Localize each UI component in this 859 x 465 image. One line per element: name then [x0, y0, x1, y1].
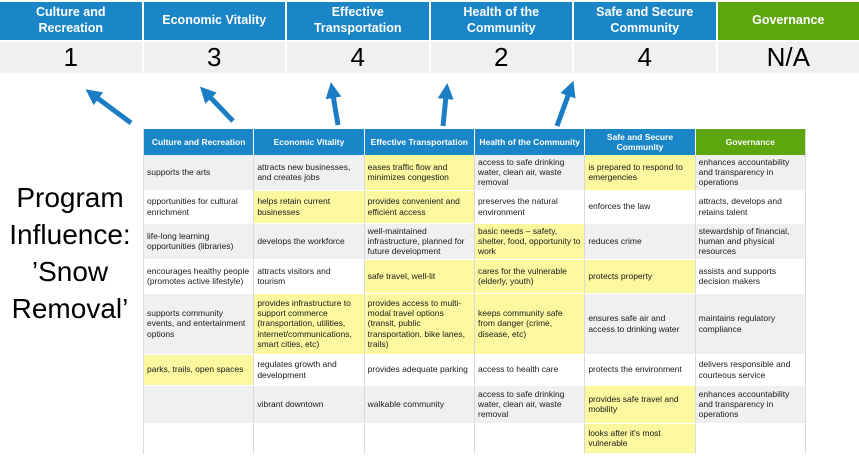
matrix-cell: provides convenient and efficient access [365, 191, 475, 224]
matrix-cell [365, 424, 475, 454]
matrix-col-header-safe-secure-community: Safe and Secure Community [585, 129, 695, 155]
up-arrow-icon-1 [96, 97, 131, 123]
matrix-cell: keeps community safe from danger (crime, disease, etc) [475, 294, 585, 355]
up-arrow-icon-3 [333, 95, 338, 125]
summary-banner [0, 2, 859, 73]
summary-header-economic-vitality: Economic Vitality [144, 2, 286, 40]
table-row [144, 260, 806, 294]
matrix-cell: attracts, develops and retains talent [696, 191, 806, 224]
matrix-cell [475, 424, 585, 454]
summary-header-culture-recreation: Culture and Recreation [0, 2, 142, 40]
matrix-cell: basic needs – safety, shelter, food, opportunity to work [475, 224, 585, 260]
matrix-cell: safe travel, well-lit [365, 260, 475, 294]
matrix-cell: reduces crime [585, 224, 695, 260]
matrix-cell [696, 424, 806, 454]
matrix-cell: access to health care [475, 355, 585, 386]
table-row [144, 224, 806, 260]
matrix-cell: access to safe drinking water, clean air, waste removal [475, 386, 585, 424]
matrix-cell: well-maintained infrastructure, planned for future development [365, 224, 475, 260]
summary-header-effective-transportation: Effective Transportation [287, 2, 429, 40]
matrix-cell: life-long learning opportunities (libraries) [144, 224, 254, 260]
matrix-cell: looks after it's most vulnerable [585, 424, 695, 454]
matrix-cell [144, 386, 254, 424]
matrix-cell: provides adequate parking [365, 355, 475, 386]
matrix-cell: stewardship of financial, human and physical resources [696, 224, 806, 260]
matrix-cell: enhances accountability and transparency in operations [696, 155, 806, 191]
up-arrow-icon-5 [557, 93, 569, 126]
matrix-cell: is prepared to respond to emergencies [585, 155, 695, 191]
score-economic-vitality: 3 [144, 42, 286, 73]
matrix-cell: ensures safe air and access to drinking water [585, 294, 695, 355]
matrix-cell: develops the workforce [254, 224, 364, 260]
matrix-cell: protects property [585, 260, 695, 294]
matrix-header-row [144, 129, 806, 155]
score-safe-secure-community: 4 [574, 42, 716, 73]
matrix-cell: assists and supports decision makers [696, 260, 806, 294]
up-arrow-icon-4 [443, 96, 446, 126]
table-row [144, 294, 806, 355]
matrix-col-header-culture-recreation: Culture and Recreation [144, 129, 254, 155]
matrix-cell: enhances accountability and transparency in operations [696, 386, 806, 424]
matrix-col-header-economic-vitality: Economic Vitality [254, 129, 364, 155]
table-row [144, 386, 806, 424]
influence-matrix-table [143, 129, 806, 454]
up-arrow-icon-2 [209, 96, 233, 121]
summary-header-health-community: Health of the Community [431, 2, 573, 40]
matrix-cell: provides access to multi-modal travel options (transit, public transportation, bike lanes, trails) [365, 294, 475, 355]
matrix-cell: supports the arts [144, 155, 254, 191]
matrix-cell [254, 424, 364, 454]
influence-arrows [0, 80, 660, 132]
table-row [144, 155, 806, 191]
matrix-cell: supports community events, and entertainment options [144, 294, 254, 355]
table-row [144, 355, 806, 386]
matrix-cell: opportunities for cultural enrichment [144, 191, 254, 224]
score-culture-recreation: 1 [0, 42, 142, 73]
summary-header-safe-secure-community: Safe and Secure Community [574, 2, 716, 40]
score-governance: N/A [718, 42, 859, 73]
table-row [144, 424, 806, 454]
matrix-cell: encourages healthy people (promotes active lifestyle) [144, 260, 254, 294]
matrix-cell: delivers responsible and courteous service [696, 355, 806, 386]
matrix-cell: regulates growth and development [254, 355, 364, 386]
matrix-cell: provides safe travel and mobility [585, 386, 695, 424]
matrix-cell: access to safe drinking water, clean air, waste removal [475, 155, 585, 191]
matrix-cell: eases traffic flow and minimizes congestion [365, 155, 475, 191]
matrix-cell [144, 424, 254, 454]
matrix-cell: helps retain current businesses [254, 191, 364, 224]
matrix-cell: parks, trails, open spaces [144, 355, 254, 386]
matrix-col-header-effective-transportation: Effective Transportation [365, 129, 475, 155]
matrix-cell: preserves the natural environment [475, 191, 585, 224]
matrix-cell: attracts visitors and tourism [254, 260, 364, 294]
summary-header-governance: Governance [718, 2, 859, 40]
matrix-col-header-health-community: Health of the Community [475, 129, 585, 155]
matrix-col-header-governance: Governance [696, 129, 806, 155]
matrix-cell: vibrant downtown [254, 386, 364, 424]
table-row [144, 191, 806, 224]
program-influence-label: Program Influence: ’Snow Removal’ [9, 182, 131, 324]
matrix-cell: enforces the law [585, 191, 695, 224]
score-effective-transportation: 4 [287, 42, 429, 73]
score-health-community: 2 [431, 42, 573, 73]
matrix-cell: protects the environment [585, 355, 695, 386]
matrix-cell: maintains regulatory compliance [696, 294, 806, 355]
matrix-cell: walkable community [365, 386, 475, 424]
matrix-cell: provides infrastructure to support commerce (transportation, utilities, internet/communications, smart cities, etc) [254, 294, 364, 355]
matrix-cell: cares for the vulnerable (elderly, youth) [475, 260, 585, 294]
matrix-cell: attracts new businesses, and creates jobs [254, 155, 364, 191]
